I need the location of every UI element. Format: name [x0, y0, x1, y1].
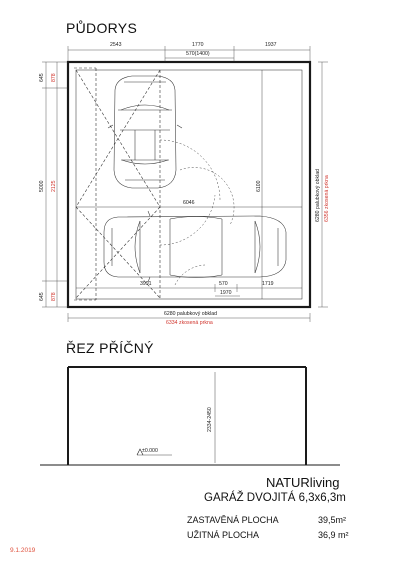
drawing-date: 9.1.2019	[10, 547, 36, 554]
section-level: ±0.000	[142, 448, 158, 454]
section-drawing	[40, 367, 340, 465]
product-title: GARÁŽ DVOJITÁ 6,3x6,3m	[204, 492, 346, 504]
dim-left-mid: 5000	[39, 180, 45, 192]
dim-left-red-mid: 2125	[51, 180, 57, 192]
dim-center: 6046	[183, 200, 195, 206]
plan-outer-wall	[68, 62, 310, 307]
plan-door-lines	[74, 68, 160, 300]
plan-title: PŮDORYS	[66, 20, 138, 36]
dim-bottom-1970: 1970	[220, 290, 232, 296]
dim-top-3: 1937	[265, 42, 277, 48]
dim-bottom-outer: 6280 palubkový obklad	[164, 311, 218, 317]
dim-right-outer: 6280 palubkový obklad	[315, 168, 321, 222]
section-title: ŘEZ PŘÍČNÝ	[66, 340, 154, 356]
dim-left-bottom: 645	[39, 292, 45, 301]
dim-bottom-inner-1: 3991	[140, 281, 152, 287]
plan-drawing	[42, 46, 328, 322]
dim-top-2: 1770	[192, 42, 204, 48]
built-area-value: 39,5m²	[318, 515, 347, 525]
upper-car	[108, 76, 182, 188]
dim-bottom-inner-3: 1719	[262, 281, 274, 287]
dim-top-1: 2543	[110, 42, 122, 48]
dim-bottom-inner-2: 570	[219, 281, 228, 287]
dim-inner-right: 6100	[256, 180, 262, 192]
dim-left-red-top: 878	[51, 73, 57, 82]
dim-bottom-outer-red: 6334 zkosená prkna	[166, 320, 213, 326]
dim-opening: 570(1400)	[186, 51, 210, 57]
dim-left-top: 645	[39, 73, 45, 82]
plan-swing-arcs	[160, 140, 234, 285]
brand-name: NATURliving	[266, 475, 340, 490]
usable-area-value: 36,9 m²	[318, 530, 349, 540]
built-area-label: ZASTAVĚNÁ PLOCHA	[187, 515, 279, 525]
dim-right-outer-red: 6356 zkosená prkna	[324, 175, 330, 222]
section-height-dim: 2334-2450	[207, 407, 213, 432]
lower-car	[104, 211, 286, 282]
plan-inner-wall	[76, 70, 302, 299]
usable-area-label: UŽITNÁ PLOCHA	[187, 530, 260, 540]
dim-left-red-bottom: 878	[51, 292, 57, 301]
